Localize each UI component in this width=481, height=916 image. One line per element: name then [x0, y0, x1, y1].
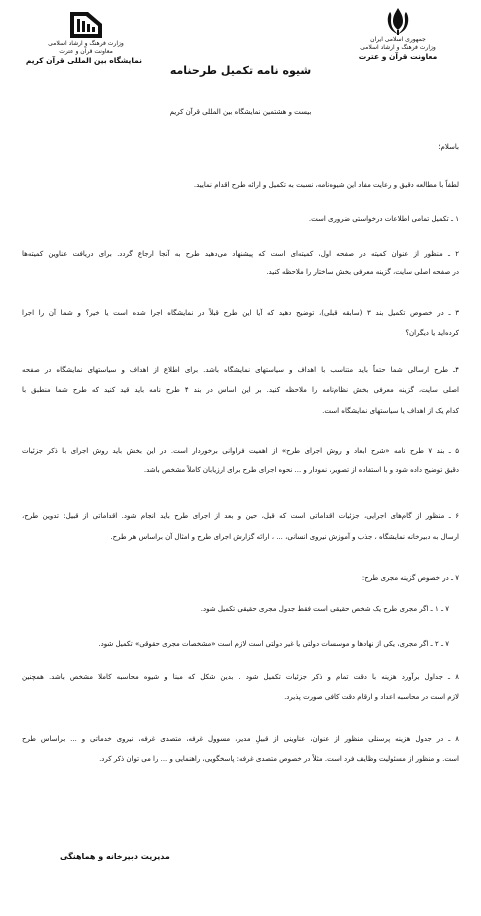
item-3-line-2: کرده‌اید یا دیگران؟ [405, 329, 459, 337]
item-5-line-1: ۵ ـ بند ۷ طرح نامه «شرح ابعاد و روش اجرای طرح» از اهمیت فراوانی برخوردار است. در این بخش باید روش اجرای با ذکر جزئیات [22, 447, 459, 455]
item-4-line-3: کدام یک از اهداف یا سیاستهای نمایشگاه است. [322, 407, 459, 415]
item-4-line-1: ۴ـ طرح ارسالی شما حتماً باید متناسب با اهداف و سیاستهای نمایشگاه باشد. برای اطلاع از اهداف و سیاستهای نمایشگاه در صفحه [22, 366, 459, 374]
item-8a-line-1: ۸ ـ جداول برآورد هزینه با دقت تمام و ذکر جزئیات تکمیل شود . بدین شکل که مبنا و شیوه محاسبه کاملا مشخص باشد. همچنین [22, 673, 459, 681]
item-3-line-1: ۳ ـ در خصوص تکمیل بند ۳ (سابقه قبلی)، توضیح دهید که آیا این طرح قبلاً در نمایشگاه اجرا شده است یا خیر؟ و شما آن را اجرا [22, 309, 459, 317]
document-title: شیوه نامه تکمیل طرحنامه [169, 64, 312, 77]
emblem-line-1: جمهوری اسلامی ایران [370, 36, 426, 43]
exhibition-logo-line-1: وزارت فرهنگ و ارشاد اسلامی [48, 40, 124, 47]
exhibition-logo-icon [68, 8, 104, 40]
item-6-line-1: ۶ ـ منظور از گام‌های اجرایی، جزئیات اقداماتی است که قبل، حین و بعد از اجرای طرح باید انجام شود. اقداماتی از قبیل: تدوین طرح، [22, 512, 459, 520]
item-2-line-2: در صفحه اصلی سایت، گزینه معرفی بخش ساختار را ملاحظه کنید. [266, 268, 459, 276]
intro-paragraph: لطفاً با مطالعه دقیق و رعایت مفاد این شیوه‌نامه، نسبت به تکمیل و ارائه طرح اقدام نمایید. [193, 181, 459, 189]
emblem-line-3: معاونت قرآن و عترت [358, 52, 438, 61]
emblem-line-2: وزارت فرهنگ و ارشاد اسلامی [360, 44, 436, 51]
item-2-line-1: ۲ ـ منظور از عنوان کمیته در صفحه اول، کمیته‌ای است که پیشنهاد می‌دهید طرح به آنجا ارجاع گردد. برای دریافت عناوین کمیته‌ها [22, 250, 459, 258]
exhibition-logo [25, 8, 142, 66]
item-4-line-2: اصلی سایت، گزینه معرفی بخش نظام‌نامه را ملاحظه کنید. بر این اساس در بند ۴ طرح نامه باید قید کنید که طرح شما منطبق با [22, 386, 459, 394]
item-8a-line-2: لازم است در محاسبه اعداد و ارقام دقت کافی صورت پذیرد. [284, 693, 459, 701]
item-7-line-1: ۷ ـ در خصوص گزینه مجری طرح: [361, 574, 459, 582]
item-1-line-1: ۱ ـ تکمیل تمامی اطلاعات درخواستی ضروری است. [308, 215, 459, 223]
iran-emblem-logo [343, 6, 453, 62]
document-subtitle: بیست و هشتمین نمایشگاه بین المللی قرآن کریم [169, 108, 312, 116]
iran-emblem-icon [384, 6, 412, 36]
item-8b-line-2: است. و منظور از مسئولیت وظایف فرد است. مثلاً در خصوص متصدی غرفه: پاسخگویی، راهنمایی و ... را می توان ذکر کرد. [99, 755, 459, 763]
item-7-2-line-1: ۷ ـ ۲ ـ اگر مجری، یکی از نهادها و موسسات دولتی یا غیر دولتی است لازم است «مشخصات مجری حقوقی» تکمیل شود. [98, 640, 449, 648]
exhibition-logo-line-2: معاونت قرآن و عترت [59, 48, 113, 55]
greeting: باسلام؛ [438, 143, 459, 151]
item-7-1-line-1: ۷ ـ ۱ ـ اگر مجری طرح یک شخص حقیقی است فقط جدول مجری حقیقی تکمیل شود. [200, 605, 449, 613]
item-8b-line-1: ۸ ـ در جدول هزینه پرسنلی منظور از عنوان، عناوینی از قبیلِ مدیر، مسوول غرفه، متصدی غرفه، نیروی خدماتی و ... براساس طرح [22, 735, 459, 743]
signature: مدیریت دبیرخانه و هماهنگی [60, 852, 170, 861]
item-5-line-2: دقیق توضیح داده شود و با استفاده از تصویر، نمودار و ... نحوه اجرای طرح برای ارزیابان کاملاً مشخص باشد. [143, 466, 459, 474]
exhibition-logo-line-3: نمایشگاه بین المللی قرآن کریم [25, 56, 142, 65]
item-6-line-2: ارسال به دبیرخانه نمایشگاه ، جذب و آموزش نیروی انسانی، ... ، ارائه گزارش اجرای طرح و امثال آن براساس هر طرح. [110, 533, 459, 541]
